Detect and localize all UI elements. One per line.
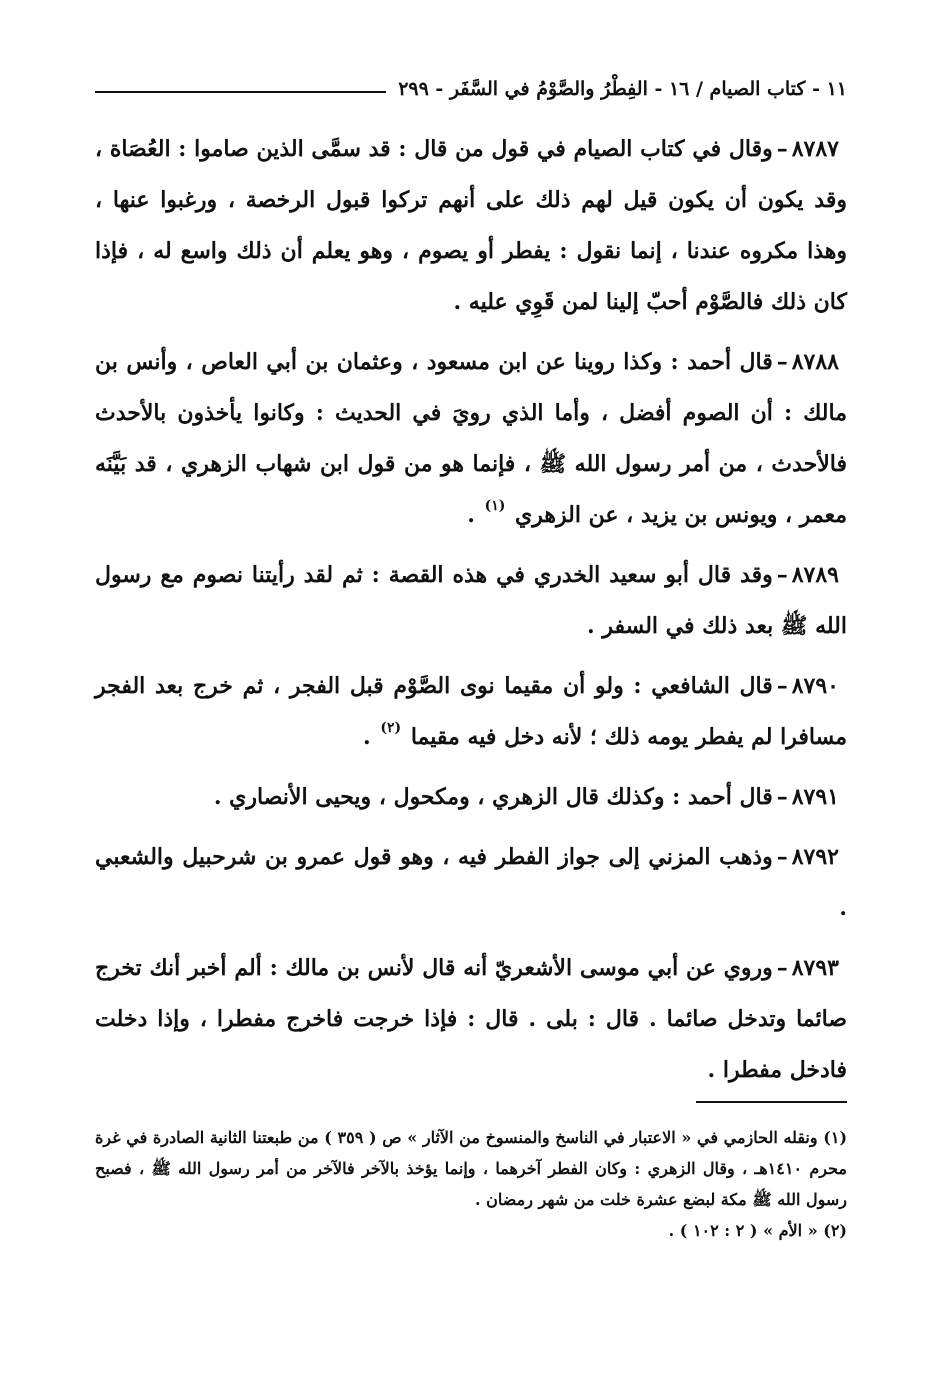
paragraph-number: ٨٧٩٠ bbox=[791, 673, 839, 699]
running-header bbox=[95, 72, 847, 106]
footnote-2: (٢) « الأم » ( ٢ : ١٠٢ ) . bbox=[668, 1221, 847, 1240]
paragraph-end: . bbox=[363, 724, 371, 750]
running-title: ١١ - كتاب الصيام / ١٦ - الفِطْرُ والصَّوْمُ في السَّفَر - ٢٩٩ bbox=[398, 78, 847, 100]
footnote-separator bbox=[696, 1101, 847, 1103]
header-rule bbox=[95, 91, 386, 93]
paragraph-number: ٨٧٨٩ bbox=[791, 562, 839, 588]
paragraph-number: ٨٧٩٣ bbox=[791, 955, 839, 981]
paragraph-number: ٨٧٩٢ bbox=[791, 844, 839, 870]
paragraph-text: وقال في كتاب الصيام في قول من قال : قد سمَّى الذين صاموا : العُصَاة ، وقد يكون أن يكون قيل لهم ذلك على أنهم تركوا قبول الرخصة ، ورغبوا عنها ، وهذا مكروه عندنا ، إنما نقول : يفطر أو يصوم ، وهو يعلم أن ذلك واسع له ، فإذا كان ذلك فالصَّوْم أحبّ إلينا لمن قَوِي عليه . bbox=[95, 136, 847, 315]
paragraph-8788: ٨٧٨٨–قال أحمد : وكذا روينا عن ابن مسعود ، وعثمان بن أبي العاص ، وأنس بن مالك : أن الصوم أفضل ، وأما الذي رويَ في الحديث : وكانوا يأخذون بالأحدث فالأحدث ، من أمر رسول الله ﷺ ، فإنما هو من قول ابن شهاب الزهري ، قد بَيَّنَه معمر ، ويونس بن يزيد ، عن الزهري $^{(١)}$ . bbox=[95, 349, 847, 528]
paragraph-number: ٨٧٩١ bbox=[791, 784, 839, 810]
paragraph-text: قال الشافعي : ولو أن مقيما نوى الصَّوْم قبل الفجر ، ثم خرج بعد الفجر مسافرا لم يفطر يومه ذلك ؛ لأنه دخل فيه مقيما bbox=[95, 673, 847, 750]
paragraph-8791: ٨٧٩١–قال أحمد : وكذلك قال الزهري ، ومكحول ، ويحيى الأنصاري . bbox=[213, 784, 839, 810]
main-text bbox=[95, 124, 847, 1105]
paragraph-text: وذهب المزني إلى جواز الفطر فيه ، وهو قول عمرو بن شرحبيل والشعبي . bbox=[95, 844, 847, 921]
footnote-ref-2[interactable]: (٢) bbox=[380, 719, 402, 736]
paragraph-8792: ٨٧٩٢–وذهب المزني إلى جواز الفطر فيه ، وهو قول عمرو بن شرحبيل والشعبي . bbox=[95, 844, 847, 921]
paragraph-text: قال أحمد : وكذلك قال الزهري ، ومكحول ، ويحيى الأنصاري . bbox=[213, 784, 773, 810]
paragraph-text: قال أحمد : وكذا روينا عن ابن مسعود ، وعثمان بن أبي العاص ، وأنس بن مالك : أن الصوم أفضل ، وأما الذي رويَ في الحديث : وكانوا يأخذون بالأحدث فالأحدث ، من أمر رسول الله ﷺ ، فإنما هو من قول ابن شهاب الزهري ، قد بَيَّنَه معمر ، ويونس بن يزيد ، عن الزهري bbox=[95, 349, 847, 528]
paragraph-text: وقد قال أبو سعيد الخدري في هذه القصة : ثم لقد رأيتنا نصوم مع رسول الله ﷺ بعد ذلك في السفر . bbox=[95, 562, 847, 639]
paragraph-8793: ٨٧٩٣–وروي عن أبي موسى الأشعريّ أنه قال لأنس بن مالك : ألم أخبر أنك تخرج صائما وتدخل صائما . قال : بلى . قال : فإذا خرجت فاخرج مفطرا ، وإذا دخلت فادخل مفطرا . bbox=[95, 955, 847, 1083]
paragraph-number: ٨٧٨٧ bbox=[791, 136, 839, 162]
paragraph-8789: ٨٧٨٩–وقد قال أبو سعيد الخدري في هذه القصة : ثم لقد رأيتنا نصوم مع رسول الله ﷺ بعد ذلك في السفر . bbox=[95, 562, 847, 639]
paragraph-end: . bbox=[467, 502, 475, 528]
footnote-1: (١) ونقله الحازمي في « الاعتبار في الناسخ والمنسوخ من الآثار » ص ( ٣٥٩ ) من طبعتنا الثانية الصادرة في غرة محرم ١٤١٠هـ ، وقال الزهري : وكان الفطر آخرهما ، وإنما يؤخذ بالآخر فالآخر من أمر رسول الله ﷺ ، فصبح رسول الله ﷺ مكة لبضع عشرة خلت من شهر رمضان . bbox=[95, 1128, 848, 1209]
footnote-ref-1[interactable]: (١) bbox=[484, 497, 506, 514]
paragraph-text: وروي عن أبي موسى الأشعريّ أنه قال لأنس بن مالك : ألم أخبر أنك تخرج صائما وتدخل صائما . قال : بلى . قال : فإذا خرجت فاخرج مفطرا ، وإذا دخلت فادخل مفطرا . bbox=[95, 955, 847, 1083]
paragraph-number: ٨٧٨٨ bbox=[791, 349, 839, 375]
paragraph-8787: ٨٧٨٧–وقال في كتاب الصيام في قول من قال : قد سمَّى الذين صاموا : العُصَاة ، وقد يكون أن يكون قيل لهم ذلك على أنهم تركوا قبول الرخصة ، ورغبوا عنها ، وهذا مكروه عندنا ، إنما نقول : يفطر أو يصوم ، وهو يعلم أن ذلك واسع له ، فإذا كان ذلك فالصَّوْم أحبّ إلينا لمن قَوِي عليه . bbox=[95, 136, 847, 315]
paragraph-8790: ٨٧٩٠–قال الشافعي : ولو أن مقيما نوى الصَّوْم قبل الفجر ، ثم خرج بعد الفجر مسافرا لم يفطر يومه ذلك ؛ لأنه دخل فيه مقيما $^{(٢)}$ . bbox=[95, 673, 847, 750]
footnotes bbox=[95, 1122, 847, 1246]
